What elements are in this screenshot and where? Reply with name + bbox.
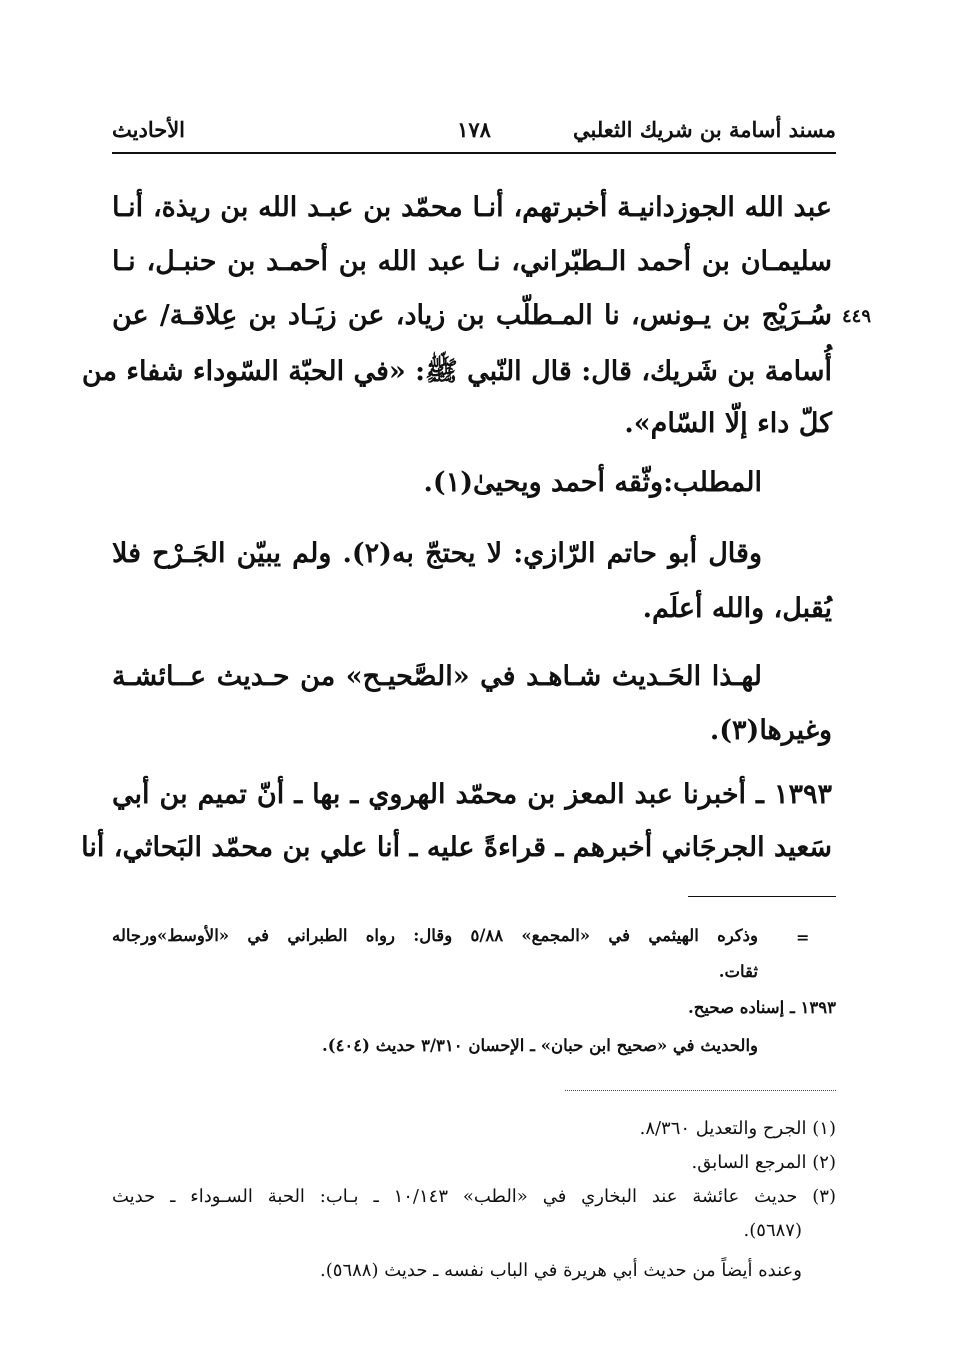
text-line: أُسامة بن شَريك، قال: قال النّبي ﷺ: «في الحبّة السّوداء شفاء من	[81, 356, 832, 387]
note-line: وذكره الهيثمي في «المجمع» ٥/٨٨ وقال: رواه الطبراني في «الأوسط»ورجاله	[112, 926, 758, 945]
footnote: (٢) المرجع السابق.	[691, 1152, 836, 1173]
text-line: يُقبل، والله أعلَم.	[642, 593, 832, 624]
section-title: الأحاديث	[112, 117, 186, 142]
running-header	[112, 115, 836, 149]
note-line: ثقات.	[718, 962, 758, 981]
text-line: وقال أبو حاتم الرّازي: لا يحتجّ به(٢). ولم يبيّن الجَـرْح فلا	[112, 538, 762, 569]
text-line: لهـذا الحَـديث شـاهـد في «الصَّحيـح» من حـديث عــائشـة	[112, 661, 762, 692]
footnotes-separator	[565, 1090, 836, 1091]
text-line: وغيرها(٣).	[709, 715, 832, 746]
footnote: (٣) حديث عائشة عند البخاري في «الطب» ١٠/١٤٣ ـ بـاب: الحبة السـوداء ـ حديث	[112, 1186, 836, 1207]
text-line: المطلب:وثّقه أحمد ويحيىٰ(١).	[423, 467, 762, 498]
footnote-continuation: وعنده أيضاً من حديث أبي هريرة في الباب نفسه ـ حديث (٥٦٨٨).	[320, 1260, 802, 1281]
header-rule	[112, 152, 836, 154]
notes-separator	[688, 896, 836, 897]
note-line: والحديث في «صحيح ابن حبان» ـ الإحسان ٣/٣١٠ حديث (٤٠٤).	[322, 1036, 758, 1055]
text-line: ١٣٩٣ ـ أخبرنا عبد المعز بن محمّد الهروي ـ بها ـ أنّ تميم بن أبي	[112, 779, 832, 810]
continuation-mark: =	[796, 928, 810, 947]
margin-marker: ٤٤٩	[842, 306, 872, 327]
text-line: سليمـان بن أحمد الـطبّراني، نـا عبد الله بن أحمـد بن حنبـل، نـا	[112, 246, 832, 277]
text-line: سَعيد الجرجَاني أخبرهم ـ قراءةً عليه ـ أنا علي بن محمّد البَحاثي، أنا	[81, 832, 832, 863]
book-title: مسند أسامة بن شريك الثعلبي	[573, 117, 836, 142]
footnote-continuation: (٥٦٨٧).	[743, 1220, 802, 1241]
text-line: عبد الله الجوزدانيـة أخبرتهم، أنـا محمّد بن عبـد الله بن ريذة، أنـا	[112, 192, 832, 223]
text-line: سُـرَيْج بن يـونس، نا المـطلّب بن زياد، عن زيَـاد بن عِلاقـة/ عن	[112, 300, 832, 331]
text-line: كلّ داء إلّا السّام».	[624, 408, 832, 439]
footnote: (١) الجرح والتعديل ٨/٣٦٠.	[639, 1118, 836, 1139]
note-line: ١٣٩٣ ـ إسناده صحيح.	[688, 998, 836, 1017]
page-number: ١٧٨	[457, 117, 491, 142]
